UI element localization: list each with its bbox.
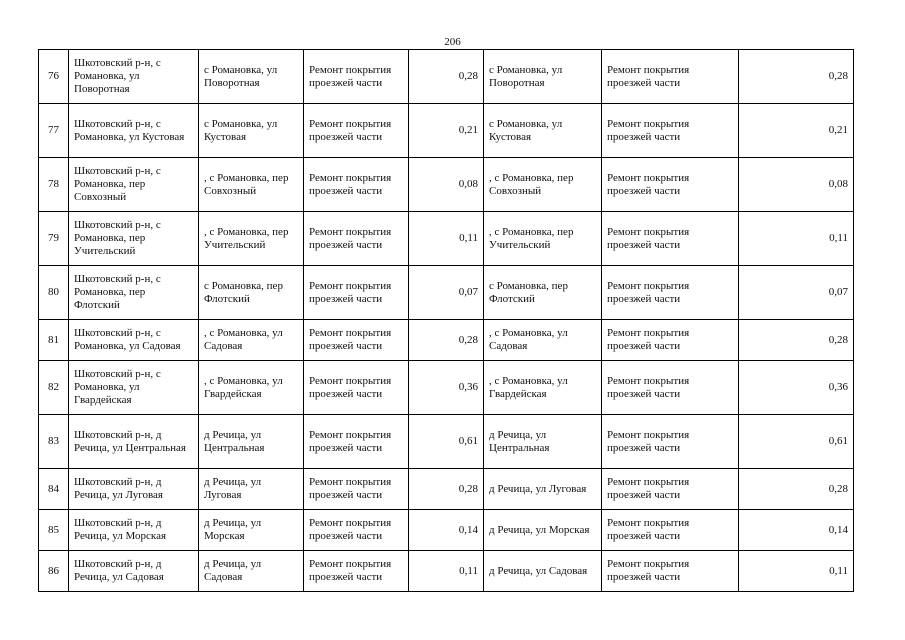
- length-cell-2: 0,36: [739, 361, 854, 415]
- row-number-cell: 81: [39, 320, 69, 361]
- location-cell: Шкотовский р-н, д Речица, ул Морская: [69, 510, 199, 551]
- object-cell: д Речица, ул Луговая: [199, 469, 304, 510]
- work-type-cell: Ремонт покрытия проезжей части: [304, 415, 409, 469]
- location-cell: Шкотовский р-н, с Романовка, пер Совхозный: [69, 158, 199, 212]
- object-cell: с Романовка, пер Флотский: [199, 266, 304, 320]
- row-number-cell: 78: [39, 158, 69, 212]
- table-row: [39, 551, 854, 592]
- length-cell: 0,07: [409, 266, 484, 320]
- table-row: [39, 266, 854, 320]
- location-cell: Шкотовский р-н, с Романовка, ул Садовая: [69, 320, 199, 361]
- object-cell: , с Романовка, пер Учительский: [199, 212, 304, 266]
- table-row: [39, 469, 854, 510]
- work-type-cell: Ремонт покрытия проезжей части: [304, 158, 409, 212]
- work-type-cell-2: Ремонт покрытия проезжей части: [602, 104, 739, 158]
- object-cell-2: д Речица, ул Садовая: [484, 551, 602, 592]
- work-type-cell-2: Ремонт покрытия проезжей части: [602, 266, 739, 320]
- object-cell-2: , с Романовка, ул Гвардейская: [484, 361, 602, 415]
- length-cell: 0,21: [409, 104, 484, 158]
- length-cell-2: 0,08: [739, 158, 854, 212]
- length-cell-2: 0,28: [739, 320, 854, 361]
- work-type-cell: Ремонт покрытия проезжей части: [304, 510, 409, 551]
- roads-table: [38, 49, 854, 592]
- length-cell: 0,14: [409, 510, 484, 551]
- location-cell: Шкотовский р-н, с Романовка, ул Кустовая: [69, 104, 199, 158]
- row-number-cell: 85: [39, 510, 69, 551]
- location-cell: Шкотовский р-н, с Романовка, ул Поворотная: [69, 50, 199, 104]
- length-cell: 0,11: [409, 212, 484, 266]
- table-row: [39, 104, 854, 158]
- row-number-cell: 82: [39, 361, 69, 415]
- length-cell: 0,28: [409, 469, 484, 510]
- location-cell: Шкотовский р-н, д Речица, ул Центральная: [69, 415, 199, 469]
- work-type-cell: Ремонт покрытия проезжей части: [304, 212, 409, 266]
- table-row: [39, 212, 854, 266]
- table-row: [39, 361, 854, 415]
- object-cell-2: с Романовка, пер Флотский: [484, 266, 602, 320]
- object-cell-2: , с Романовка, пер Учительский: [484, 212, 602, 266]
- object-cell-2: с Романовка, ул Поворотная: [484, 50, 602, 104]
- length-cell-2: 0,07: [739, 266, 854, 320]
- table-row: [39, 415, 854, 469]
- row-number-cell: 80: [39, 266, 69, 320]
- length-cell: 0,08: [409, 158, 484, 212]
- object-cell: , с Романовка, пер Совхозный: [199, 158, 304, 212]
- location-cell: Шкотовский р-н, с Романовка, пер Учительский: [69, 212, 199, 266]
- work-type-cell-2: Ремонт покрытия проезжей части: [602, 361, 739, 415]
- work-type-cell: Ремонт покрытия проезжей части: [304, 266, 409, 320]
- row-number-cell: 83: [39, 415, 69, 469]
- work-type-cell-2: Ремонт покрытия проезжей части: [602, 320, 739, 361]
- page-number: 206: [444, 36, 461, 48]
- length-cell: 0,28: [409, 50, 484, 104]
- object-cell: , с Романовка, ул Гвардейская: [199, 361, 304, 415]
- length-cell: 0,28: [409, 320, 484, 361]
- location-cell: Шкотовский р-н, д Речица, ул Садовая: [69, 551, 199, 592]
- work-type-cell: Ремонт покрытия проезжей части: [304, 50, 409, 104]
- work-type-cell-2: Ремонт покрытия проезжей части: [602, 551, 739, 592]
- row-number-cell: 86: [39, 551, 69, 592]
- object-cell-2: д Речица, ул Луговая: [484, 469, 602, 510]
- object-cell: д Речица, ул Морская: [199, 510, 304, 551]
- length-cell: 0,11: [409, 551, 484, 592]
- table-row: [39, 510, 854, 551]
- row-number-cell: 76: [39, 50, 69, 104]
- work-type-cell-2: Ремонт покрытия проезжей части: [602, 469, 739, 510]
- object-cell-2: , с Романовка, ул Садовая: [484, 320, 602, 361]
- location-cell: Шкотовский р-н, с Романовка, пер Флотский: [69, 266, 199, 320]
- table-row: [39, 320, 854, 361]
- object-cell: , с Романовка, ул Садовая: [199, 320, 304, 361]
- object-cell-2: д Речица, ул Центральная: [484, 415, 602, 469]
- work-type-cell: Ремонт покрытия проезжей части: [304, 361, 409, 415]
- location-cell: Шкотовский р-н, с Романовка, ул Гвардейская: [69, 361, 199, 415]
- work-type-cell: Ремонт покрытия проезжей части: [304, 551, 409, 592]
- work-type-cell: Ремонт покрытия проезжей части: [304, 104, 409, 158]
- table-row: [39, 158, 854, 212]
- work-type-cell: Ремонт покрытия проезжей части: [304, 469, 409, 510]
- object-cell-2: , с Романовка, пер Совхозный: [484, 158, 602, 212]
- row-number-cell: 84: [39, 469, 69, 510]
- object-cell: д Речица, ул Центральная: [199, 415, 304, 469]
- work-type-cell-2: Ремонт покрытия проезжей части: [602, 158, 739, 212]
- object-cell-2: д Речица, ул Морская: [484, 510, 602, 551]
- object-cell: с Романовка, ул Кустовая: [199, 104, 304, 158]
- object-cell: с Романовка, ул Поворотная: [199, 50, 304, 104]
- length-cell-2: 0,28: [739, 50, 854, 104]
- length-cell: 0,61: [409, 415, 484, 469]
- object-cell-2: с Романовка, ул Кустовая: [484, 104, 602, 158]
- location-cell: Шкотовский р-н, д Речица, ул Луговая: [69, 469, 199, 510]
- row-number-cell: 77: [39, 104, 69, 158]
- table-row: [39, 50, 854, 104]
- length-cell-2: 0,11: [739, 212, 854, 266]
- length-cell-2: 0,28: [739, 469, 854, 510]
- length-cell-2: 0,21: [739, 104, 854, 158]
- work-type-cell: Ремонт покрытия проезжей части: [304, 320, 409, 361]
- work-type-cell-2: Ремонт покрытия проезжей части: [602, 510, 739, 551]
- length-cell: 0,36: [409, 361, 484, 415]
- work-type-cell-2: Ремонт покрытия проезжей части: [602, 415, 739, 469]
- length-cell-2: 0,14: [739, 510, 854, 551]
- work-type-cell-2: Ремонт покрытия проезжей части: [602, 50, 739, 104]
- table-body: [39, 50, 854, 592]
- length-cell-2: 0,61: [739, 415, 854, 469]
- work-type-cell-2: Ремонт покрытия проезжей части: [602, 212, 739, 266]
- length-cell-2: 0,11: [739, 551, 854, 592]
- object-cell: д Речица, ул Садовая: [199, 551, 304, 592]
- row-number-cell: 79: [39, 212, 69, 266]
